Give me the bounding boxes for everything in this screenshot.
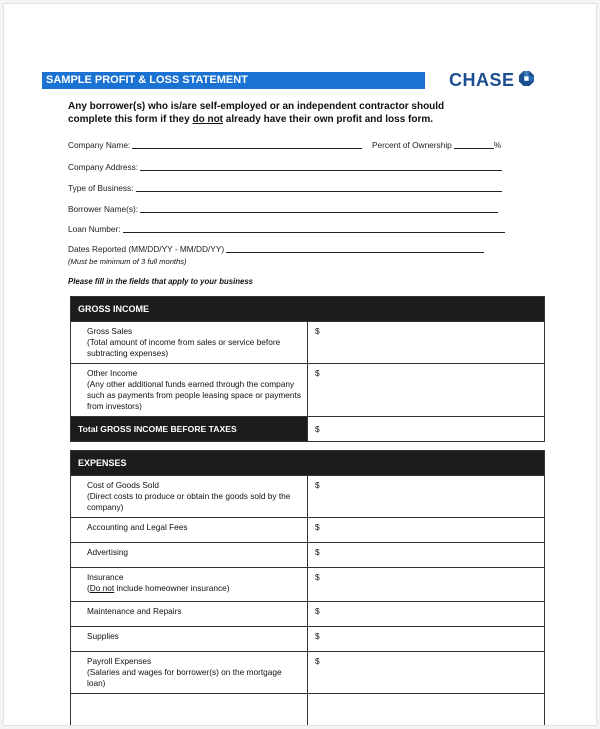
company-name-field	[68, 140, 362, 150]
brand-name: CHASE	[449, 70, 515, 90]
table-row	[71, 543, 545, 568]
insurance-cell	[71, 568, 308, 602]
loan-number-field	[68, 224, 505, 234]
insurance-amount[interactable]: $	[308, 568, 545, 602]
borrower-names-label: Borrower Name(s):	[68, 204, 139, 214]
table-row	[71, 602, 545, 627]
accounting-legal-label: Accounting and Legal Fees	[71, 518, 308, 543]
company-address-input[interactable]	[140, 170, 502, 171]
company-address-label: Company Address:	[68, 162, 139, 172]
insurance-desc-rest: include homeowner insurance)	[114, 583, 230, 593]
chase-logo	[449, 70, 534, 91]
percent-ownership-label: Percent of Ownership	[372, 140, 452, 150]
maintenance-label: Maintenance and Repairs	[71, 602, 308, 627]
intro-line-2-start: complete this form if they	[68, 114, 193, 125]
table-row	[71, 694, 545, 726]
table-row	[71, 476, 545, 518]
dates-reported-field	[68, 244, 484, 254]
expenses-heading: EXPENSES	[71, 451, 545, 476]
table-row	[71, 518, 545, 543]
insurance-desc	[87, 583, 301, 594]
table-row	[71, 652, 545, 694]
supplies-label: Supplies	[71, 627, 308, 652]
loan-number-label: Loan Number:	[68, 224, 121, 234]
fill-instruction: Please fill in the fields that apply to your business	[68, 277, 254, 286]
insurance-label: Insurance	[87, 572, 124, 582]
table-row	[71, 568, 545, 602]
payroll-desc: (Salaries and wages for borrower(s) on the mortgage loan)	[87, 667, 282, 688]
type-of-business-input[interactable]	[136, 191, 502, 192]
maintenance-amount[interactable]: $	[308, 602, 545, 627]
accounting-legal-amount[interactable]: $	[308, 518, 545, 543]
type-of-business-label: Type of Business:	[68, 183, 134, 193]
percent-ownership-input[interactable]	[454, 148, 494, 149]
borrower-names-input[interactable]	[140, 212, 498, 213]
gross-sales-cell	[71, 322, 308, 364]
borrower-names-field	[68, 204, 498, 214]
gross-income-total-row	[71, 417, 545, 442]
gross-income-heading: GROSS INCOME	[71, 297, 545, 322]
insurance-desc-emphasis: Do not	[89, 583, 115, 593]
gross-sales-amount[interactable]: $	[308, 322, 545, 364]
form-title: SAMPLE PROFIT & LOSS STATEMENT	[42, 72, 425, 89]
cogs-label: Cost of Goods Sold	[87, 480, 159, 490]
intro-line-2-end: already have their own profit and loss form.	[223, 114, 434, 125]
chase-octagon-icon	[519, 71, 534, 91]
insurance-desc-open: (	[87, 583, 90, 593]
dates-reported-input[interactable]	[226, 252, 484, 253]
expenses-table	[70, 450, 545, 725]
company-name-input[interactable]	[132, 148, 362, 149]
percent-ownership-field	[372, 140, 501, 150]
cogs-cell	[71, 476, 308, 518]
form-page	[4, 4, 596, 725]
payroll-label: Payroll Expenses	[87, 656, 152, 666]
intro-line-2	[68, 113, 498, 126]
gross-sales-desc: (Total amount of income from sales or service before subtracting expenses)	[87, 337, 281, 358]
dates-reported-label: Dates Reported (MM/DD/YY - MM/DD/YY)	[68, 244, 225, 254]
expenses-header	[71, 451, 545, 476]
loan-number-input[interactable]	[123, 232, 505, 233]
cogs-amount[interactable]: $	[308, 476, 545, 518]
other-income-cell	[71, 364, 308, 417]
total-gross-income-label: Total GROSS INCOME BEFORE TAXES	[71, 417, 308, 442]
gross-income-table	[70, 296, 545, 442]
other-income-desc: (Any other additional funds earned through the company such as payments from people leasing space or payments from investors)	[87, 379, 301, 411]
continued-row-amount	[308, 694, 545, 726]
company-name-label: Company Name:	[68, 140, 131, 150]
intro-line-1: Any borrower(s) who is/are self-employed or an independent contractor should	[68, 101, 445, 112]
table-row	[71, 364, 545, 417]
cogs-desc: (Direct costs to produce or obtain the goods sold by the company)	[87, 491, 291, 512]
company-address-field	[68, 162, 502, 172]
dates-note: (Must be minimum of 3 full months)	[68, 257, 187, 266]
intro-emphasis: do not	[192, 114, 224, 125]
total-gross-income-amount[interactable]: $	[308, 417, 545, 442]
table-row	[71, 627, 545, 652]
advertising-amount[interactable]: $	[308, 543, 545, 568]
gross-sales-label: Gross Sales	[87, 326, 133, 336]
type-of-business-field	[68, 183, 502, 193]
intro-text	[68, 100, 498, 126]
table-row	[71, 322, 545, 364]
continued-row-label	[71, 694, 308, 726]
gross-income-header	[71, 297, 545, 322]
other-income-amount[interactable]: $	[308, 364, 545, 417]
other-income-label: Other Income	[87, 368, 138, 378]
advertising-label: Advertising	[71, 543, 308, 568]
payroll-amount[interactable]: $	[308, 652, 545, 694]
payroll-cell	[71, 652, 308, 694]
percent-sign: %	[493, 140, 502, 150]
supplies-amount[interactable]: $	[308, 627, 545, 652]
